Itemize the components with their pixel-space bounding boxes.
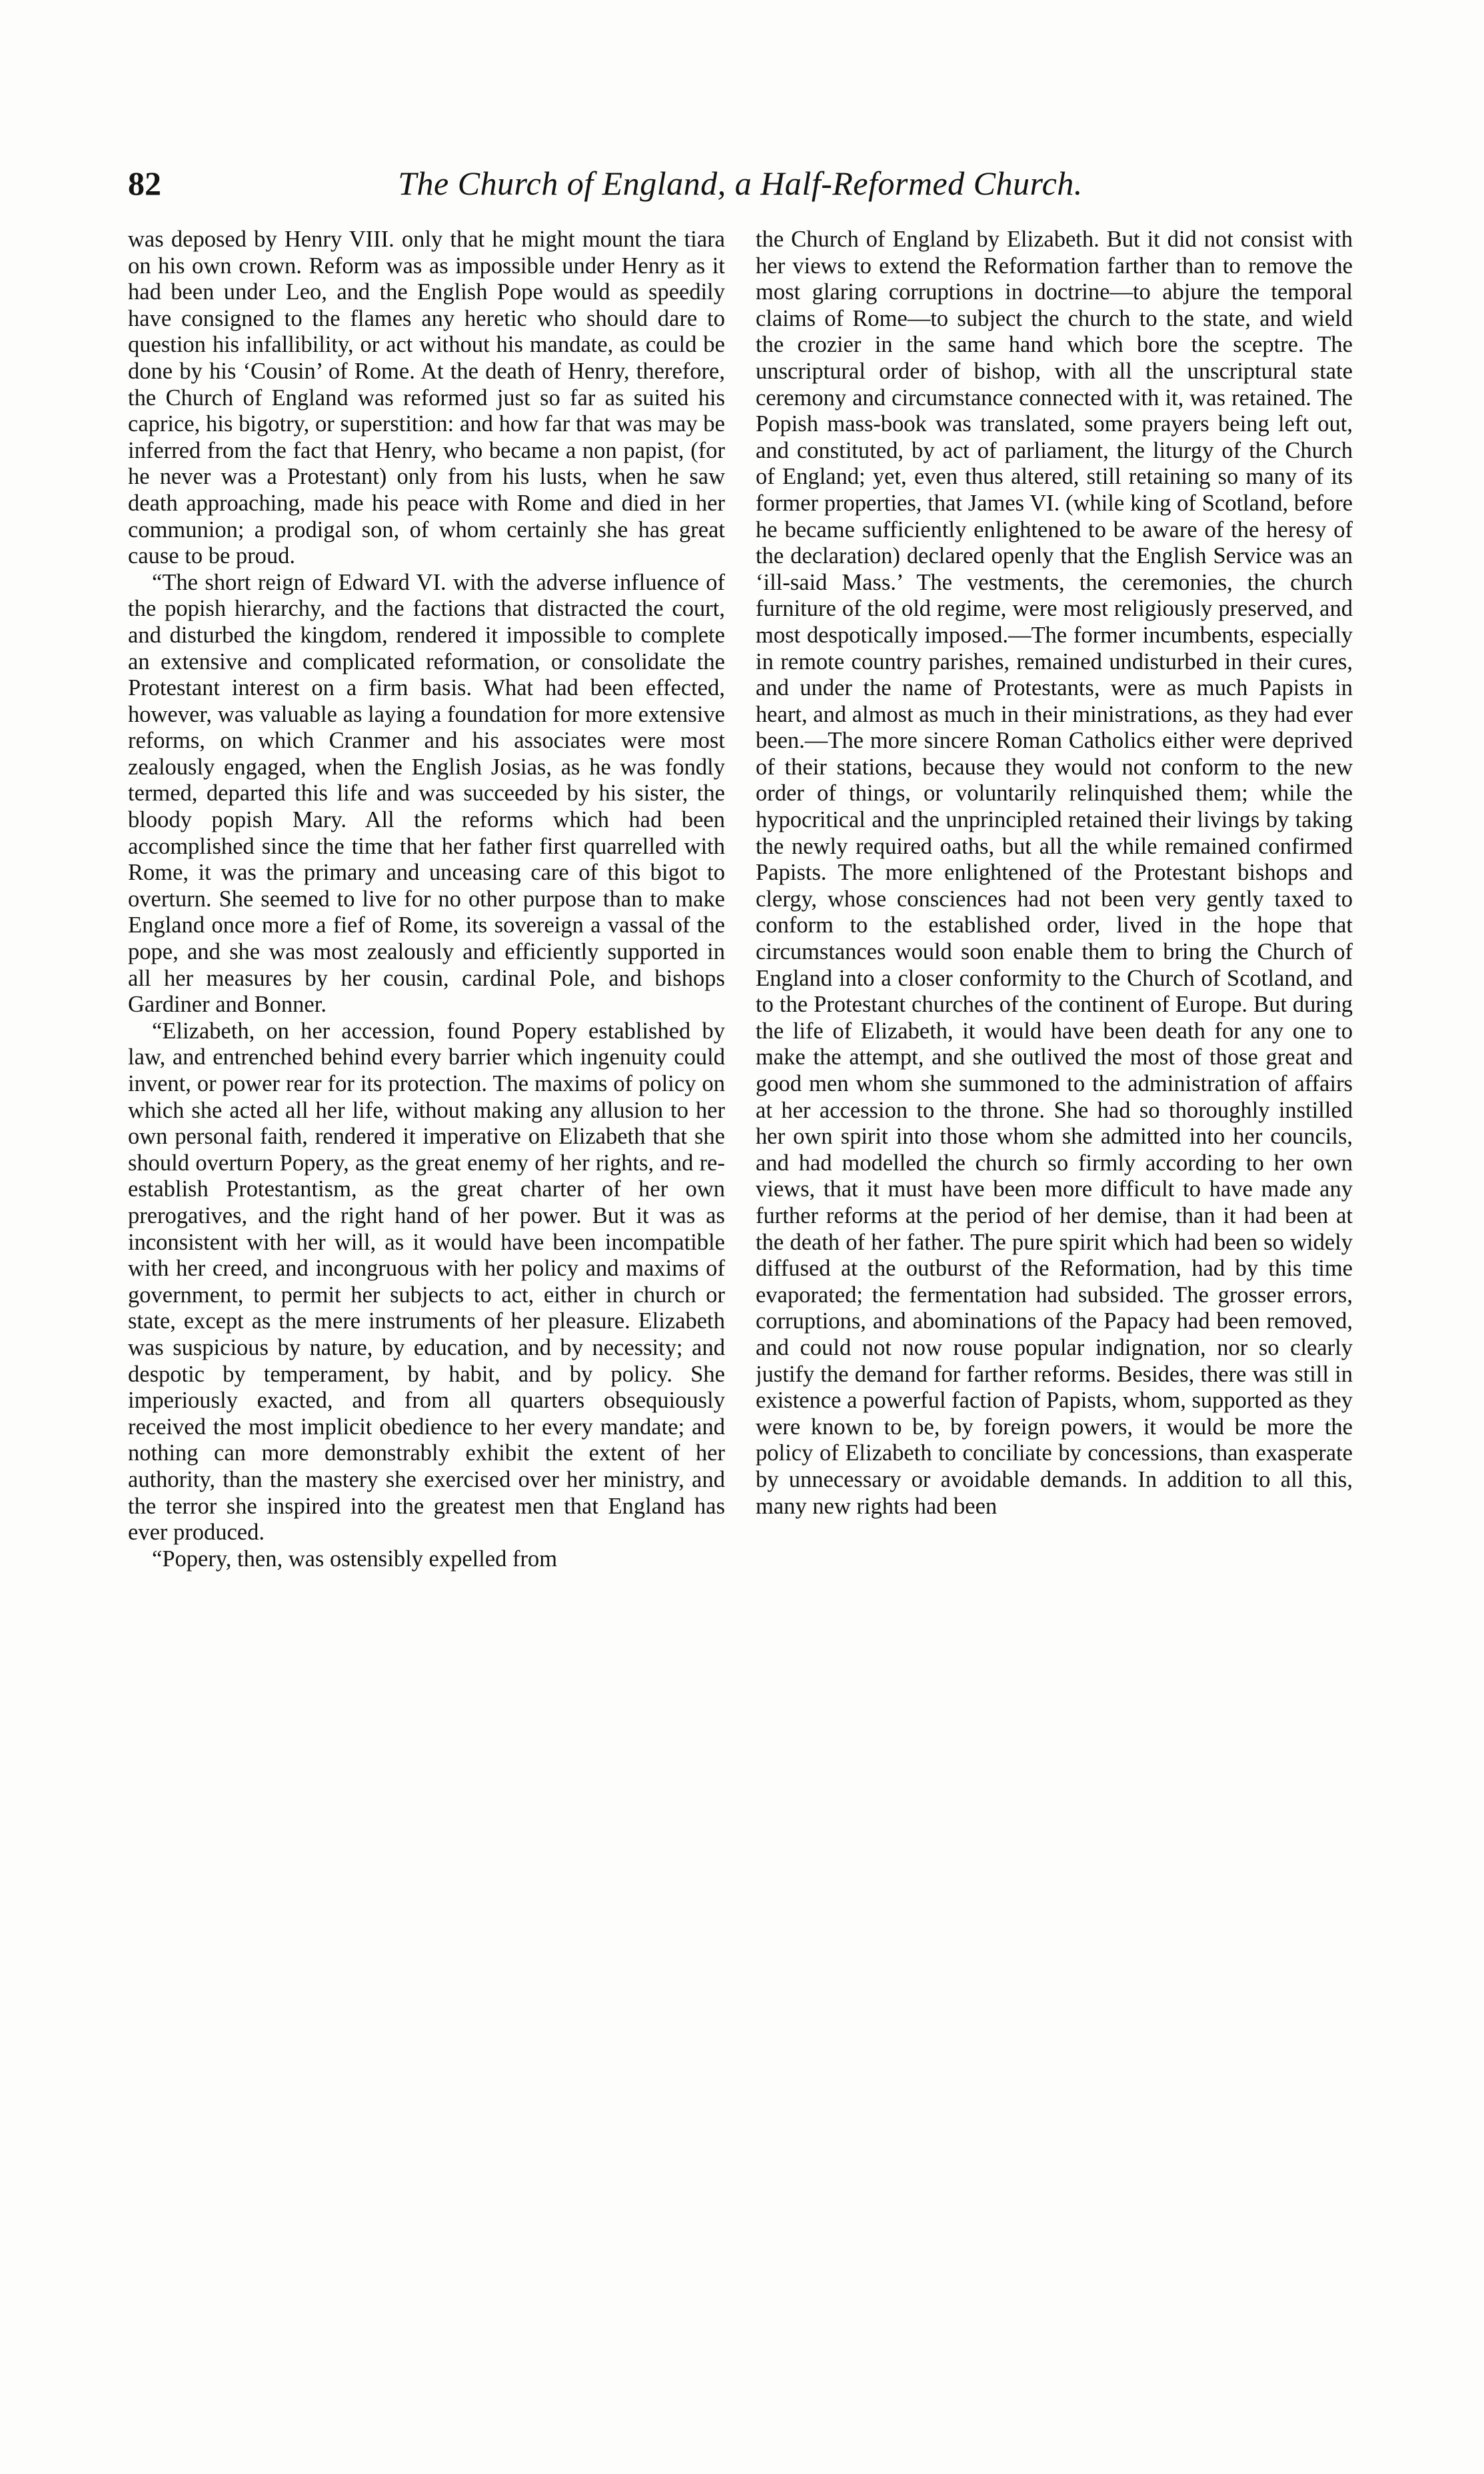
text-columns — [128, 227, 1353, 2386]
paragraph: was deposed by Henry VIII. only that he might mount the tiara on his own crown. Reform was as impossible under Henry as it had been under Leo, and the English Pope would as speedily have consigned to the flames any heretic who should dare to question his infallibility, or act without his mandate, as could be done by his ‘Cousin’ of Rome. At the death of Henry, therefore, the Church of England was reformed just so far as suited his caprice, his bigotry, or superstition: and how far that was may be inferred from the fact that Henry, who became a non papist, (for he never was a Protestant) only from his lusts, when he saw death approaching, made his peace with Rome and died in her communion; a prodigal son, of whom certainly she has great cause to be proud. — [128, 227, 725, 569]
running-title: The Church of England, a Half-Reformed Church. — [398, 165, 1083, 202]
paragraph: “The short reign of Edward VI. with the adverse influence of the popish hierarchy, and the factions that distracted the court, and disturbed the kingdom, rendered it impossible to complete an extensive and complicated reformation, or consolidate the Protestant interest on a firm basis. What had been effected, however, was valuable as laying a foundation for more extensive reforms, on which Cranmer and his associates were most zealously engaged, when the English Josias, as he was fondly termed, departed this life and was succeeded by his sister, the bloody popish Mary. All the reforms which had been accomplished since the time that her father first quarrelled with Rome, it was the primary and unceasing care of this bigot to overturn. She seemed to live for no other purpose than to make England once more a fief of Rome, its sovereign a vassal of the pope, and she was most zealously and efficiently supported in all her measures by her cousin, cardinal Pole, and bishops Gardiner and Bonner. — [128, 569, 725, 1018]
page-number: 82 — [128, 165, 161, 202]
paragraph: “Elizabeth, on her accession, found Popery established by law, and entrenched behind every barrier which ingenuity could invent, or power rear for its protection. The maxims of policy on which she acted all her life, without making any allusion to her own personal faith, rendered it imperative on Elizabeth that she should overturn Popery, as the great enemy of her rights, and re-establish Protestantism, as the great charter of her own prerogatives, and the right hand of her power. But it was as inconsistent with her will, as it would have been incompatible with her creed, and incongruous with her policy and maxims of government, to permit her subjects to act, either in church or state, except as the mere instruments of her pleasure. Elizabeth was suspicious by nature, by education, and by necessity; and despotic by temperament, by habit, and by policy. She imperiously exacted, and from all quarters obsequiously received the most implicit obedience to her every mandate; and nothing can more demonstrably exhibit the extent of her authority, than the mastery she exercised over her ministry, and the terror she inspired into the greatest men that England has ever produced. — [128, 1018, 725, 1546]
page-header — [128, 160, 1353, 207]
right-column — [756, 227, 1353, 2386]
left-column — [128, 227, 725, 2386]
paragraph: “Popery, then, was ostensibly expelled from — [152, 1546, 558, 1572]
paragraph: the Church of England by Elizabeth. But it did not consist with her views to extend the Reformation farther than to remove the most glaring corruptions in doctrine—to abjure the temporal claims of Rome—to subject the church to the state, and wield the crozier in the same hand which bore the sceptre. The unscriptural order of bishop, with all the unscriptural state ceremony and circumstance connected with it, was retained. The Popish mass-book was translated, some prayers being left out, and constituted, by act of parliament, the liturgy of the Church of England; yet, even thus altered, still retaining so many of its former properties, that James VI. (while king of Scotland, before he became sufficiently enlightened to be aware of the heresy of the declaration) declared openly that the English Service was an ‘ill-said Mass.’ The vestments, the ceremonies, the church furniture of the old regime, were most religiously preserved, and most despotically imposed.—The former incumbents, especially in remote country parishes, remained undisturbed in their cures, and under the name of Protestants, were as much Papists in heart, and almost as much in their ministrations, as they had ever been.—The more sincere Roman Catholics either were deprived of their stations, because they would not conform to the new order of things, or voluntarily relinquished them; while the hypocritical and the unprincipled retained their livings by taking the newly required oaths, but all the while remained confirmed Papists. The more enlightened of the Protestant bishops and clergy, whose consciences had not been very gently taxed to conform to the established order, lived in the hope that circumstances would soon enable them to bring the Church of England into a closer conformity to the Church of Scotland, and to the Protestant churches of the continent of Europe. But during the life of Elizabeth, it would have been death for any one to make the attempt, and she outlived the most of those great and good men whom she summoned to the administration of affairs at her accession to the throne. She had so thoroughly instilled her own spirit into those whom she admitted into her councils, and had modelled the church so firmly according to her own views, that it must have been more difficult to have made any further reforms at the period of her demise, than it had been at the death of her father. The pure spirit which had been so widely diffused at the outburst of the Reformation, had by this time evaporated; the fermentation had subsided. The grosser errors, corruptions, and abominations of the Papacy had been removed, and could not now rouse popular indignation, nor so clearly justify the demand for farther reforms. Besides, there was still in existence a powerful faction of Papists, whom, supported as they were known to be, by foreign powers, it would be more the policy of Elizabeth to conciliate by concessions, than exasperate by unnecessary or avoidable demands. In addition to all this, many new rights had been — [756, 227, 1353, 1519]
